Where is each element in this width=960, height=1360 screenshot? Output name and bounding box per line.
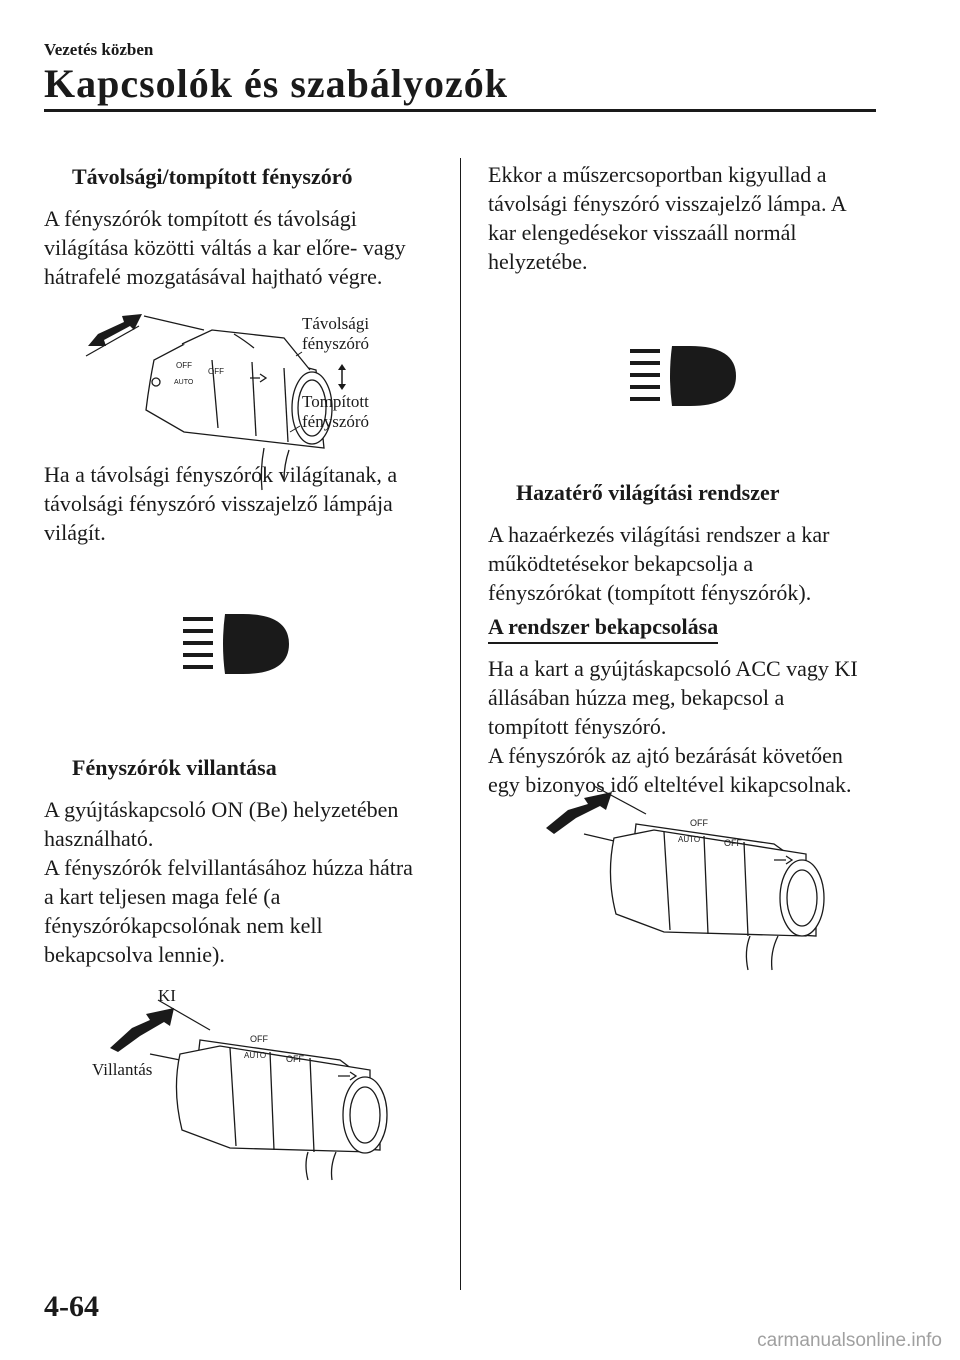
text-line: hátrafelé mozgatásával hajtható végre.	[44, 264, 383, 289]
text-line: távolsági fényszóró visszajelző lámpa. A	[488, 191, 847, 216]
lever-off-mark: OFF	[250, 1034, 268, 1044]
up-down-arrow-icon	[338, 364, 346, 390]
lever-off-mark: OFF	[176, 361, 192, 370]
text-line: A hazaérkezés világítási rendszer a kar	[488, 522, 830, 547]
high-beam-indicator-icon	[183, 612, 293, 680]
text-line: működtetésekor bekapcsolja a	[488, 551, 754, 576]
paragraph-beam-switch	[44, 204, 406, 291]
text-line: fényszórókapcsolónak nem kell	[44, 913, 323, 938]
figure-beam-lever	[84, 300, 424, 460]
text-line: Ekkor a műszercsoportban kigyullad a	[488, 162, 827, 187]
text-line: kar elengedésekor visszaáll normál	[488, 220, 797, 245]
text-line: Ha a kart a gyújtáskapcsoló ACC vagy KI	[488, 656, 858, 681]
subheading-activation: A rendszer bekapcsolása	[488, 614, 718, 644]
lever-off-mark: OFF	[208, 367, 224, 376]
text-line: A fényszórók felvillantásához húzza hátra	[44, 855, 413, 880]
label-flash: Villantás	[92, 1060, 153, 1079]
lever-auto-mark: AUTO	[244, 1051, 267, 1060]
label-off: KI	[158, 986, 176, 1005]
lever-off-mark: OFF	[286, 1054, 304, 1064]
text-line: állásában húzza meg, bekapcsol a	[488, 685, 785, 710]
label-high-beam: Távolsági fényszóró	[302, 314, 370, 353]
text-line: világítása közötti váltás a kar előre- vagy	[44, 235, 406, 260]
text-line: használható.	[44, 826, 154, 851]
lever-off-mark: OFF	[724, 838, 742, 848]
paragraph-headlight-flash	[44, 795, 413, 969]
figure-flash-lever	[110, 1000, 410, 1180]
paragraph-activation	[488, 654, 858, 799]
page-title: Kapcsolók és szabályozók	[44, 61, 509, 106]
lever-off-mark: OFF	[690, 818, 708, 828]
text-line: helyzetébe.	[488, 249, 588, 274]
text-line: Ha a távolsági fényszórók világítanak, a	[44, 462, 398, 487]
text-line: világít.	[44, 520, 106, 545]
high-beam-indicator-icon	[630, 344, 740, 412]
heading-beam-switch: Távolsági/tompított fényszóró	[72, 164, 353, 189]
text-line: bekapcsolva lennie).	[44, 942, 225, 967]
headlight-lever-illustration	[176, 1034, 387, 1180]
headlight-lever-illustration	[610, 818, 824, 970]
paragraph-coming-home	[488, 520, 829, 607]
figure-coming-home-lever	[544, 786, 844, 971]
column-divider	[460, 158, 461, 1290]
lever-auto-mark: AUTO	[174, 379, 194, 386]
text-line: A gyújtáskapcsoló ON (Be) helyzetében	[44, 797, 399, 822]
paragraph-high-beam-indicator	[44, 460, 397, 547]
text-line: távolsági fényszóró visszajelző lámpája	[44, 491, 393, 516]
section-label: Vezetés közben	[44, 40, 154, 59]
paragraph-indicator-lamp	[488, 160, 847, 276]
text-line: egy bizonyos idő elteltével kikapcsolnak.	[488, 772, 852, 797]
page-number: 4-64	[44, 1290, 99, 1323]
text-line: tompított fényszóró.	[488, 714, 667, 739]
text-line: fényszórókat (tompított fényszórók).	[488, 580, 812, 605]
heading-headlight-flash: Fényszórók villantása	[72, 755, 277, 780]
label-low-beam: Tompított fényszóró	[302, 392, 370, 431]
title-rule	[44, 109, 876, 112]
lever-auto-mark: AUTO	[678, 835, 701, 844]
text-line: a kart teljesen maga felé (a	[44, 884, 281, 909]
text-line: A fényszórók tompított és távolsági	[44, 206, 357, 231]
text-line: A fényszórók az ajtó bezárását követően	[488, 743, 843, 768]
heading-coming-home: Hazatérő világítási rendszer	[516, 480, 780, 505]
watermark: carmanualsonline.info	[757, 1330, 942, 1351]
